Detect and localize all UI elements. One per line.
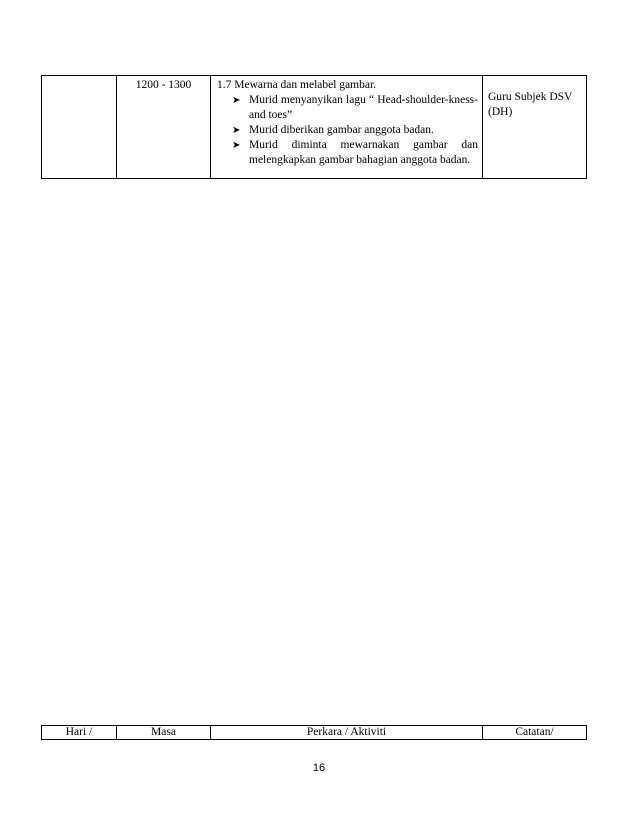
schedule-table-top xyxy=(41,75,587,179)
time-cell xyxy=(117,76,211,179)
arrow-bullet-icon: ➤ xyxy=(232,95,241,106)
table-row xyxy=(42,76,587,179)
schedule-table-header xyxy=(41,725,587,740)
arrow-bullet-icon: ➤ xyxy=(232,140,241,151)
activity-heading: 1.7 Mewarna dan melabel gambar. xyxy=(217,79,377,91)
bullet-text: Murid diberikan gambar anggota badan. xyxy=(249,124,434,136)
time-text: 1200 - 1300 xyxy=(135,79,192,91)
list-item xyxy=(232,123,478,138)
activity-cell xyxy=(211,76,483,179)
page-number: 16 xyxy=(312,762,326,774)
bullet-text: Murid menyanyikan lagu “ Head-shoulder-kness-and toes” xyxy=(249,94,478,121)
note-line: Guru Subjek DSV xyxy=(488,91,573,103)
note-line: (DH) xyxy=(488,106,513,118)
table-header-row xyxy=(42,726,587,740)
list-item xyxy=(232,138,478,168)
arrow-bullet-icon: ➤ xyxy=(232,125,241,136)
list-item xyxy=(232,93,478,123)
day-cell xyxy=(42,76,117,179)
header-time: Masa xyxy=(117,726,211,740)
bullet-text: Murid diminta mewarnakan gambar dan melengkapkan gambar bahagian anggota badan. xyxy=(249,139,478,166)
header-activity: Perkara / Aktiviti xyxy=(211,726,483,740)
activity-bullet-list xyxy=(217,93,478,168)
note-cell xyxy=(483,76,587,179)
header-notes: Catatan/ xyxy=(483,726,587,740)
header-day: Hari / xyxy=(42,726,117,740)
